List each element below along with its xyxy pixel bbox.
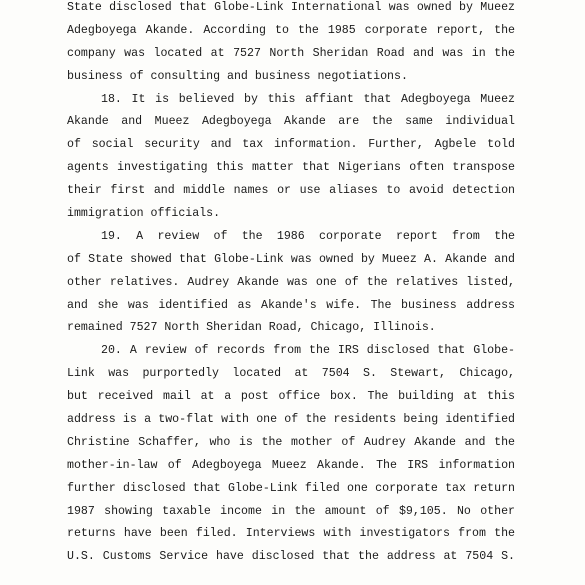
paragraph-19-first-line: 19. A review of the 1986 corporate report from the	[101, 229, 515, 243]
text-line: address is a two-flat with one of the residents being identified	[67, 413, 515, 427]
text-line: Akande and Mueez Adegboyega Akande are the same individual	[67, 115, 515, 129]
text-line: of State showed that Globe-Link was owned by Mueez A. Akande and	[67, 252, 515, 266]
paragraph-18-first-line: 18. It is believed by this affiant that Adegboyega Mueez	[101, 92, 515, 106]
text-line: of social security and tax information. Further, Agbele told	[67, 138, 515, 152]
document-body	[67, 0, 515, 569]
text-line: State disclosed that Globe-Link International was owned by Mueez	[67, 1, 515, 14]
text-line: mother-in-law of Adegboyega Mueez Akande. The IRS information	[67, 458, 515, 472]
text-line: Link was purportedly located at 7504 S. Stewart, Chicago,	[67, 367, 515, 381]
text-line: their first and middle names or use aliases to avoid detection	[67, 184, 515, 198]
paragraph-20-first-line: 20. A review of records from the IRS disclosed that Globe-	[101, 344, 515, 358]
text-line: immigration officials.	[67, 207, 221, 221]
text-line: company was located at 7527 North Sheridan Road and was in the	[67, 46, 515, 60]
text-line: remained 7527 North Sheridan Road, Chicago, Illinois.	[67, 321, 436, 335]
text-line: agents investigating this matter that Nigerians often transpose	[67, 161, 515, 175]
text-line: Christine Schaffer, who is the mother of Audrey Akande and the	[67, 435, 515, 449]
text-line: 1987 showing taxable income in the amount of $9,105. No other	[67, 504, 515, 518]
text-line: U.S. Customs Service have disclosed that the address at 7504 S.	[67, 550, 515, 564]
text-line: business of consulting and business negotiations.	[67, 69, 408, 83]
text-line: but received mail at a post office box. The building at this	[67, 390, 515, 404]
text-line: and she was identified as Akande's wife. The business address	[67, 298, 515, 312]
text-line: returns have been filed. Interviews with investigators from the	[67, 527, 515, 541]
text-line: other relatives. Audrey Akande was one of the relatives listed,	[67, 275, 515, 289]
text-line: further disclosed that Globe-Link filed one corporate tax return	[67, 481, 515, 495]
text-line: Adegboyega Akande. According to the 1985 corporate report, the	[67, 23, 515, 37]
